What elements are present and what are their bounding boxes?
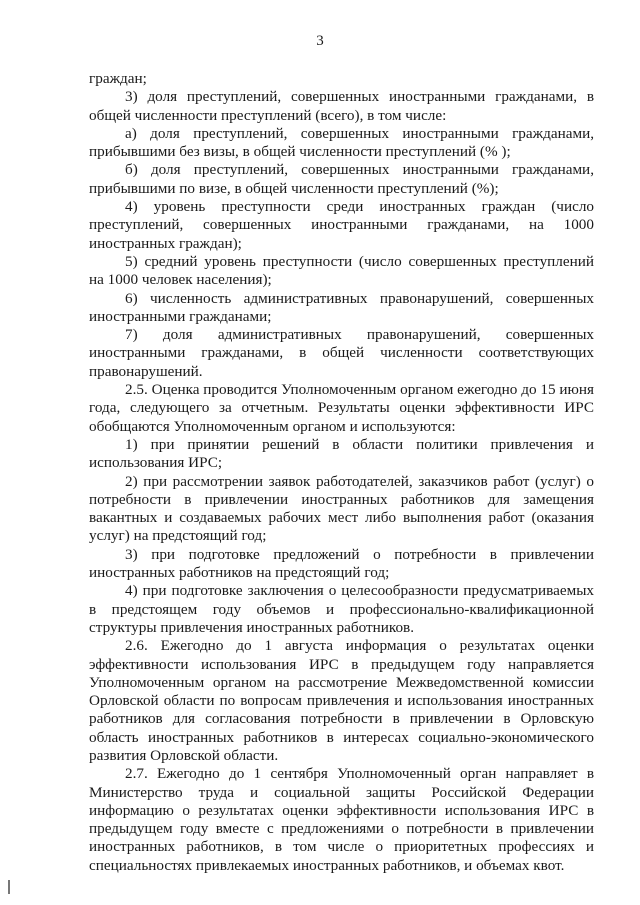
section-2-5-item-2: 2) при рассмотрении заявок работодателей, заказчиков работ (услуг) о потребности в привлечении иностранных работников для замещения вакантных и создаваемых рабочих мест либо выполнения работ (оказания услуг) на предстоящий год; — [89, 472, 594, 545]
section-2-5-item-4: 4) при подготовке заключения о целесообразности предусматриваемых в предстоящем году объемов и профессионально-квалификационной структуры привлечения иностранных работников. — [89, 582, 594, 636]
section-2-5: 2.5. Оценка проводится Уполномоченным органом ежегодно до 15 июня года, следующего за отчетным. Результаты оценки эффективности ИРС обобщаются Уполномоченным органом и используются: — [89, 381, 594, 435]
list-item-5: 5) средний уровень преступности (число совершенных преступлений на 1000 человек населения); — [89, 252, 594, 289]
page-number: 3 — [316, 33, 324, 49]
section-2-5-item-1: 1) при принятии решений в области политики привлечения и использования ИРС; — [89, 435, 594, 472]
scan-edge-mark — [8, 880, 10, 894]
list-item-3: 3) доля преступлений, совершенных иностранными гражданами, в общей численности преступлений (всего), в том числе: — [89, 88, 594, 124]
section-2-7: 2.7. Ежегодно до 1 сентября Уполномоченный орган направляет в Министерство труда и социальной защиты Российской Федерации информацию о результатах оценки эффективности использования ИРС в предыдущем году вместе с предложениями о потребности в привлечении иностранных работников, в том числе о приоритетных профессиях и специальностях привлекаемых иностранных работников, и объемах квот. — [89, 765, 594, 874]
section-2-5-item-3: 3) при подготовке предложений о потребности в привлечении иностранных работников на предстоящий год; — [89, 545, 594, 582]
section-2-6: 2.6. Ежегодно до 1 августа информация о результатах оценки эффективности использования ИРС в предыдущем году направляется Уполномоченным органом на рассмотрение Межведомственной комиссии Орловской области по вопросам привлечения и использования иностранных работников для согласования потребности в привлечении в Орловскую область иностранных работников в интересах социально-экономического развития Орловской области. — [89, 637, 594, 764]
list-item-7: 7) доля административных правонарушений, совершенных иностранными гражданами, в общей численности соответствующих правонарушений. — [89, 326, 594, 380]
list-item-3a: а) доля преступлений, совершенных иностранными гражданами, прибывшими без визы, в общей численности преступлений (% ); — [89, 124, 594, 161]
list-item-4: 4) уровень преступности среди иностранных граждан (число преступлений, совершенных иностранными гражданами, на 1000 иностранных граждан); — [89, 198, 594, 252]
paragraph-continuation: граждан; — [89, 70, 147, 87]
list-item-6: 6) численность административных правонарушений, совершенных иностранными гражданами; — [89, 289, 594, 325]
document-body — [89, 70, 594, 875]
list-item-3b: б) доля преступлений, совершенных иностранными гражданами, прибывшими по визе, в общей численности преступлений (%); — [89, 161, 594, 197]
